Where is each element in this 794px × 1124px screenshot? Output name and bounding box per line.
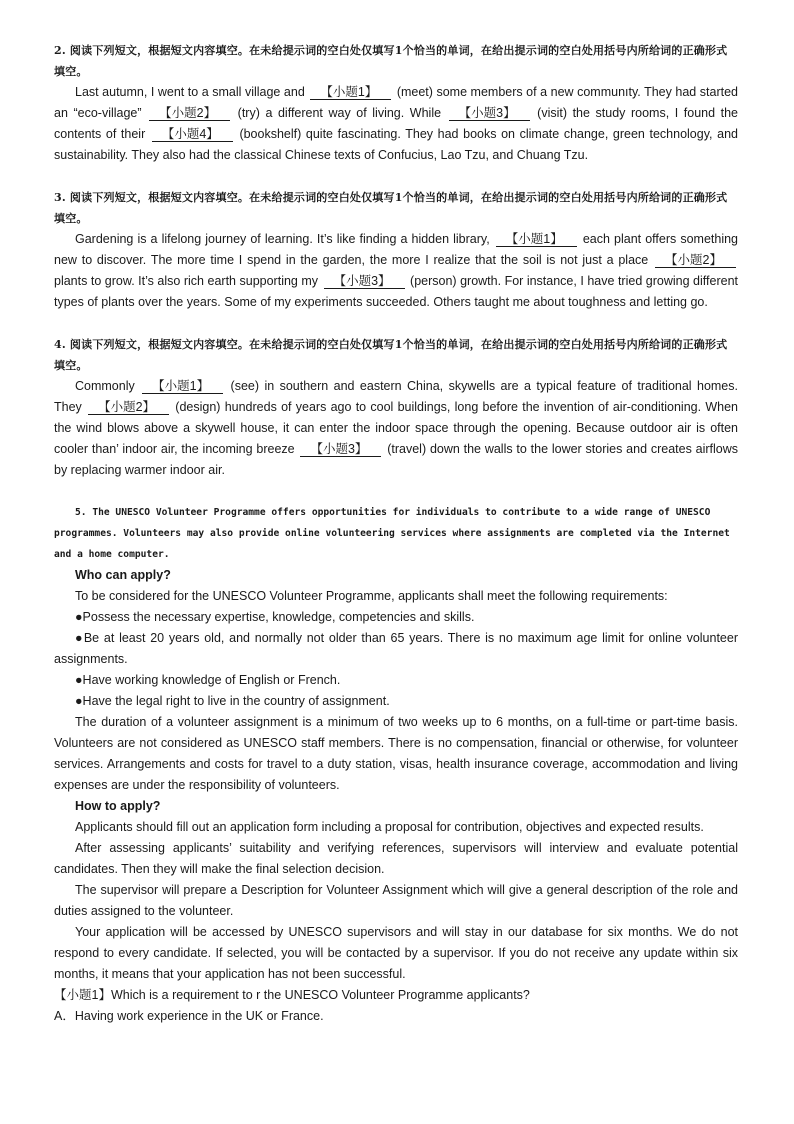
- who-can-apply-text: To be considered for the UNESCO Volunteer Programme, applicants shall meet the following requirements:: [75, 589, 668, 603]
- passage-text: plants to grow. It’s also rich earth supporting my: [54, 274, 319, 288]
- blank-3[interactable]: 【小题3】: [324, 274, 405, 289]
- passage-text: (visit) the study rooms, I found the contents of their: [54, 106, 738, 141]
- blank-4[interactable]: 【小题4】: [152, 127, 233, 142]
- question-2-instructions: 2. 阅读下列短文，根据短文内容填空。在未给提示词的空白处仅填写1个恰当的单词，在给出提示词的空白处用括号内所给词的正确形式填空。: [54, 44, 728, 78]
- blank-2[interactable]: 【小题2】: [149, 106, 230, 121]
- passage-text: Gardening is a lifelong journey of learning. It’s like finding a hidden library,: [75, 232, 490, 246]
- passage-text: Last autumn, I went to a small village and: [75, 85, 305, 99]
- how-to-apply-paragraph: Your application will be accessed by UNESCO supervisors and will stay in our database for six months. We do not respond to every candidate. If selected, you will be contacted by a supervisor. If you do not receive any update within six months, it means that your application has not been successful.: [54, 925, 738, 981]
- how-to-apply-paragraph: After assessing applicants’ suitability and verifying references, supervisors will interview and evaluate potential candidates. Then they will make the final selection decision.: [54, 841, 738, 876]
- passage-text: (meet) some members of a new communıty. They had started an “eco-village”: [54, 85, 738, 120]
- how-to-apply-heading: How to apply?: [75, 799, 161, 813]
- question-3-instructions: 3. 阅读下列短文，根据短文内容填空。在未给提示词的空白处仅填写1个恰当的单词，在给出提示词的空白处用括号内所给词的正确形式填空。: [54, 191, 728, 225]
- question-2: [54, 40, 738, 166]
- blank-1[interactable]: 【小题1】: [310, 85, 391, 100]
- passage-text: (see) in southern and eastern China, skywells are a typical feature of traditional homes. They: [54, 379, 738, 414]
- blank-3[interactable]: 【小题3】: [300, 442, 381, 457]
- requirement-bullet: ●Have working knowledge of English or French.: [75, 673, 341, 687]
- blank-2[interactable]: 【小题2】: [655, 253, 736, 268]
- blank-1[interactable]: 【小题1】: [496, 232, 577, 247]
- passage-text: (try) a different way of living. While: [237, 106, 442, 120]
- passage-text: Commonly: [75, 379, 135, 393]
- how-to-apply-paragraph: The supervisor will prepare a Description for Volunteer Assignment which will give a general description of the role and duties assigned to the volunteer.: [54, 883, 738, 918]
- question-5: [54, 502, 738, 1027]
- duration-paragraph: The duration of a volunteer assignment is a minimum of two weeks up to 6 months, on a full-time or part-time basis. Volunteers are not considered as UNESCO staff members. There is no compensation, financial or otherwise, for volunteer services. Arrangements and costs for travel to a duty station, visas, health insurance coverage, accommodation and living expenses are under the responsibility of volunteers.: [54, 715, 738, 792]
- passage-text: (person) growth. For instance, I have tried growing different types of plants over the years. Some of my experiments succeeded. Others taught me about toughness and letting go.: [54, 274, 738, 309]
- question-4: [54, 334, 738, 481]
- document-page: [54, 40, 738, 1027]
- requirement-bullet: ●Be at least 20 years old, and normally not older than 65 years. There is no maximum age limit for online volunteer assignments.: [54, 631, 738, 666]
- question-5-intro: 5. The UNESCO Volunteer Programme offers opportunities for individuals to contribute to a wide range of UNESCO programmes. Volunteers may also provide online volunteering services where assignments are completed via the Internet and a home computer.: [54, 507, 730, 560]
- requirement-bullet: ●Have the legal right to live in the country of assignment.: [75, 694, 390, 708]
- blank-1[interactable]: 【小题1】: [142, 379, 223, 394]
- passage-text: (travel) down the walls to the lower stories and creates airflows by replacing warmer indoor air.: [54, 442, 739, 477]
- question-4-passage: [54, 376, 738, 481]
- question-3-passage: [54, 229, 738, 313]
- sub-question-1: 【小题1】Which is a requirement to r the UNESCO Volunteer Programme applicants?: [54, 988, 530, 1002]
- blank-3[interactable]: 【小题3】: [449, 106, 530, 121]
- passage-text: (bookshelf) quite fascinating. They had books on climate change, green technology, and sustainability. They also had the classical Chinese texts of Confucius, Lao Tzu, and Chuang Tzu.: [54, 127, 738, 162]
- question-2-passage: [54, 82, 738, 166]
- passage-text: each plant offers something new to discover. The more time I spend in the garden, the more I realize that the soil is not just a place: [54, 232, 739, 267]
- who-can-apply-heading: Who can apply?: [75, 568, 171, 582]
- option-a[interactable]: A．Having work experience in the UK or France.: [54, 1009, 324, 1023]
- passage-text: (design) hundreds of years ago to cool buildings, long before the invention of air-conditioning. When the wind blows above a skywell house, it can enter the indoor space through the opening. Because outdoor air is often cooler than’ indoor air, the incoming breeze: [54, 400, 738, 456]
- question-3: [54, 187, 738, 313]
- how-to-apply-paragraph: Applicants should fill out an application form including a proposal for contribution, objectives and expected results.: [75, 820, 704, 834]
- requirement-bullet: ●Possess the necessary expertise, knowledge, competencies and skills.: [75, 610, 475, 624]
- blank-2[interactable]: 【小题2】: [88, 400, 169, 415]
- question-4-instructions: 4. 阅读下列短文，根据短文内容填空。在未给提示词的空白处仅填写1个恰当的单词，在给出提示词的空白处用括号内所给词的正确形式填空。: [54, 338, 728, 372]
